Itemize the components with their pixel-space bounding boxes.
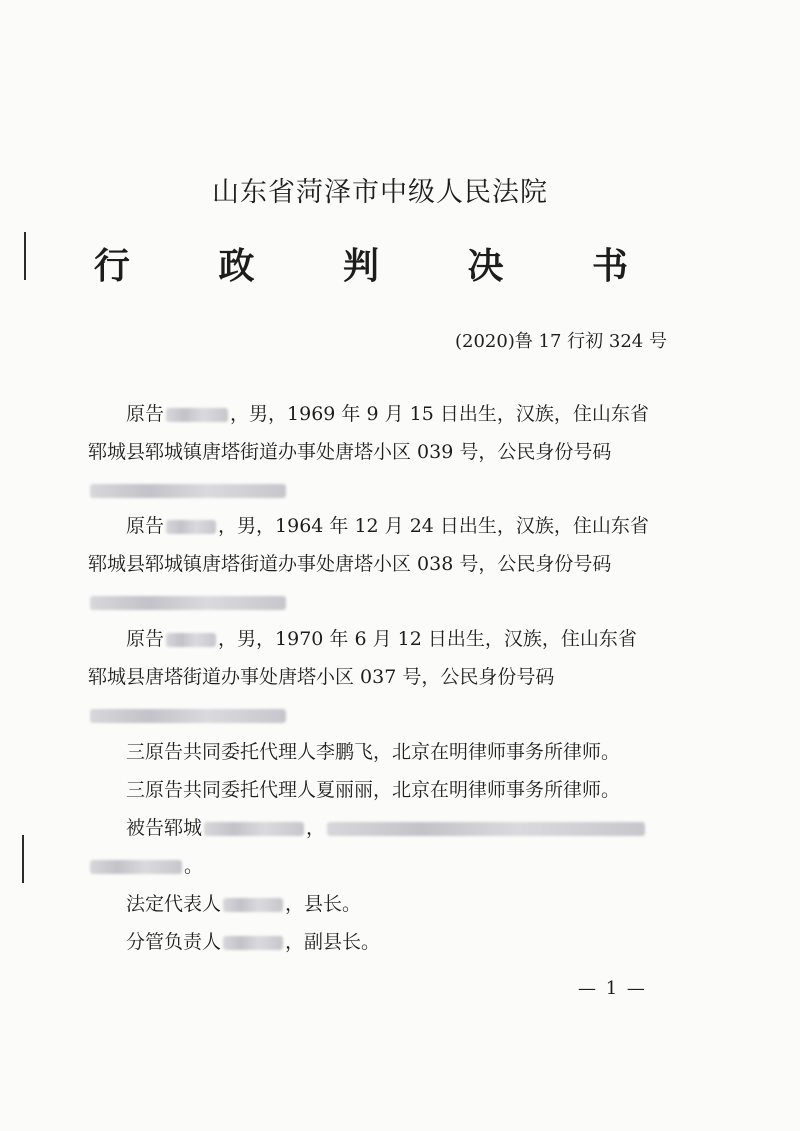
document-title: 行 政 判 决 书 (93, 245, 667, 287)
case-number: (2020)鲁 17 行初 324 号 (454, 331, 667, 352)
redacted-id-number (90, 596, 286, 610)
defendant-end: 。 (184, 855, 204, 877)
plaintiff-address: 郓城县郓城镇唐塔街道办事处唐塔小区 038 号，公民身份号码 (88, 553, 612, 575)
redacted-name (166, 520, 216, 534)
redacted-name (166, 408, 228, 422)
redacted-defendant-name (204, 822, 304, 836)
deputy-prefix: 分管负责人 (126, 931, 222, 953)
redacted-id-number (90, 484, 286, 498)
plaintiff-prefix: 原告 (126, 628, 165, 650)
redacted-id-number (90, 709, 286, 723)
plaintiff-prefix: 原告 (126, 403, 165, 425)
plaintiff-address: 郓城县郓城镇唐塔街道办事处唐塔小区 039 号，公民身份号码 (88, 441, 612, 463)
redacted-name (166, 633, 216, 647)
plaintiff-details: ，男，1964 年 12 月 24 日出生，汉族，住山东省 (218, 515, 649, 537)
plaintiff-paragraph (88, 620, 688, 734)
legal-rep-prefix: 法定代表人 (126, 893, 222, 915)
plaintiff-details: ，男，1970 年 6 月 12 日出生，汉族，住山东省 (218, 628, 637, 650)
agent-line: 三原告共同委托代理人夏丽丽，北京在明律师事务所律师。 (126, 779, 621, 801)
page-number: — 1 — (578, 978, 647, 999)
court-name: 山东省菏泽市中级人民法院 (212, 177, 548, 208)
redacted-deputy-name (223, 936, 283, 950)
plaintiff-details: ，男，1969 年 9 月 15 日出生，汉族，住山东省 (230, 403, 649, 425)
defendant-prefix: 被告郓城 (126, 817, 203, 839)
plaintiff-address: 郓城县唐塔街道办事处唐塔小区 037 号，公民身份号码 (88, 666, 555, 688)
plaintiff-paragraph (88, 507, 688, 621)
agent-line: 三原告共同委托代理人李鹏飞，北京在明律师事务所律师。 (126, 741, 621, 763)
binding-mark (22, 835, 24, 883)
defendant-comma: ， (306, 817, 326, 839)
plaintiff-prefix: 原告 (126, 515, 165, 537)
legal-rep-suffix: ，县长。 (285, 893, 362, 915)
redacted-defendant-address (327, 822, 645, 836)
redacted-defendant-address (90, 860, 182, 874)
deputy-suffix: ，副县长。 (285, 931, 381, 953)
plaintiff-paragraph (88, 395, 688, 509)
redacted-legal-rep-name (223, 898, 283, 912)
parties-block (88, 733, 688, 961)
